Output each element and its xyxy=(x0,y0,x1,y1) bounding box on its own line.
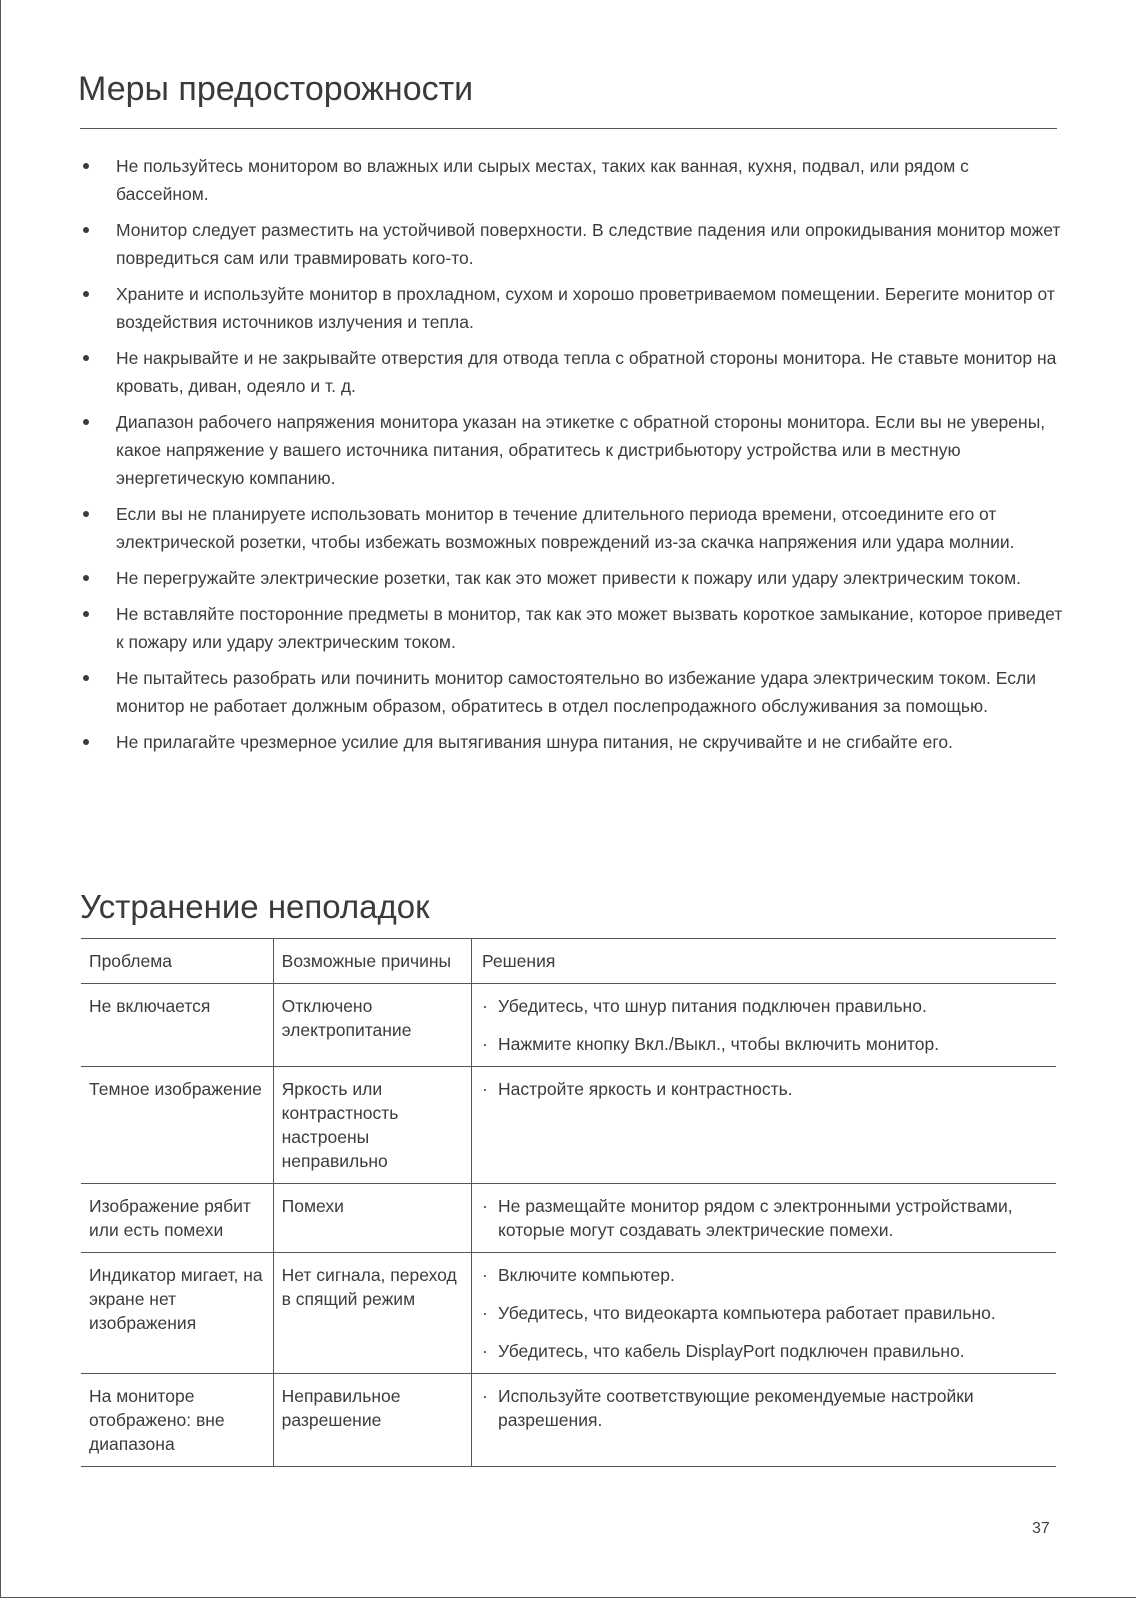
precaution-item xyxy=(80,152,1065,208)
precaution-text: Храните и используйте монитор в прохладном, сухом и хорошо проветриваемом помещении. Берегите монитор от воздействия источников излучения и тепла. xyxy=(116,284,1055,332)
bullet-icon xyxy=(83,163,89,169)
table-row xyxy=(81,1067,1056,1184)
cause-cell: Яркость или контрастность настроены неправильно xyxy=(273,1067,471,1184)
solution-item xyxy=(482,1301,1048,1325)
bullet-icon xyxy=(83,511,89,517)
solution-item xyxy=(482,1339,1048,1363)
precaution-item xyxy=(80,600,1065,656)
problem-cell: На мониторе отображено: вне диапазона xyxy=(81,1374,273,1467)
problem-cell: Изображение рябит или есть помехи xyxy=(81,1184,273,1253)
middot-icon: · xyxy=(482,1265,488,1285)
precaution-text: Не накрывайте и не закрывайте отверстия для отвода тепла с обратной стороны монитора. Не ставьте монитор на кровать, диван, одеяло и т. д. xyxy=(116,348,1057,396)
solutions-cell xyxy=(472,1253,1057,1374)
bullet-icon xyxy=(83,419,89,425)
solution-text: Убедитесь, что видеокарта компьютера работает правильно. xyxy=(498,1303,996,1323)
precaution-item xyxy=(80,728,1065,756)
table-row xyxy=(81,984,1056,1067)
solution-text: Не размещайте монитор рядом с электронными устройствами, которые могут создавать электрические помехи. xyxy=(498,1196,1013,1240)
precaution-text: Если вы не планируете использовать монитор в течение длительного периода времени, отсоедините его от электрической розетки, чтобы избежать возможных повреждений из-за скачка напряжения или удара молнии. xyxy=(116,504,1015,552)
precaution-text: Не вставляйте посторонние предметы в монитор, так как это может вызвать короткое замыкание, которое приведет к пожару или удару электрическим током. xyxy=(116,604,1063,652)
bullet-icon xyxy=(83,739,89,745)
solution-item xyxy=(482,1077,1048,1101)
solution-item xyxy=(482,1263,1048,1287)
solutions-cell xyxy=(472,1374,1057,1467)
problem-cell: Индикатор мигает, на экране нет изображения xyxy=(81,1253,273,1374)
middot-icon: · xyxy=(482,1303,488,1323)
bullet-icon xyxy=(83,575,89,581)
cause-cell: Неправильное разрешение xyxy=(273,1374,471,1467)
middot-icon: · xyxy=(482,1341,488,1361)
precautions-list xyxy=(80,152,1065,764)
table-row xyxy=(81,1374,1056,1467)
title-divider xyxy=(80,128,1057,129)
table-row xyxy=(81,1184,1056,1253)
table-row xyxy=(81,1253,1056,1374)
precaution-item xyxy=(80,500,1065,556)
solution-text: Используйте соответствующие рекомендуемые настройки разрешения. xyxy=(498,1386,974,1430)
solution-item xyxy=(482,994,1048,1018)
header-solutions: Решения xyxy=(472,939,1057,984)
middot-icon: · xyxy=(482,1386,488,1406)
solution-text: Настройте яркость и контрастность. xyxy=(498,1079,793,1099)
solution-text: Нажмите кнопку Вкл./Выкл., чтобы включить монитор. xyxy=(498,1034,940,1054)
page-number: 37 xyxy=(1032,1520,1050,1537)
bullet-icon xyxy=(83,291,89,297)
bullet-icon xyxy=(83,675,89,681)
bullet-icon xyxy=(83,611,89,617)
precaution-text: Не перегружайте электрические розетки, так как это может привести к пожару или удару электрическим током. xyxy=(116,568,1021,588)
solutions-cell xyxy=(472,1184,1057,1253)
solution-text: Убедитесь, что кабель DisplayPort подключен правильно. xyxy=(498,1341,965,1361)
precaution-item xyxy=(80,408,1065,492)
solution-text: Включите компьютер. xyxy=(498,1265,675,1285)
problem-cell: Темное изображение xyxy=(81,1067,273,1184)
precaution-item xyxy=(80,344,1065,400)
solution-item xyxy=(482,1032,1048,1056)
solutions-cell xyxy=(472,1067,1057,1184)
cause-cell: Нет сигнала, переход в спящий режим xyxy=(273,1253,471,1374)
header-problem: Проблема xyxy=(81,939,273,984)
middot-icon: · xyxy=(482,1079,488,1099)
precaution-item xyxy=(80,564,1065,592)
troubleshooting-table xyxy=(81,938,1056,1467)
precaution-text: Не пользуйтесь монитором во влажных или сырых местах, таких как ванная, кухня, подвал, или рядом с бассейном. xyxy=(116,156,969,204)
solution-text: Убедитесь, что шнур питания подключен правильно. xyxy=(498,996,927,1016)
cause-cell: Помехи xyxy=(273,1184,471,1253)
precaution-item xyxy=(80,216,1065,272)
header-causes: Возможные причины xyxy=(273,939,471,984)
precaution-text: Диапазон рабочего напряжения монитора указан на этикетке с обратной стороны монитора. Если вы не уверены, какое напряжение у вашего источника питания, обратитесь к дистрибьютору устройства или в местную энергетическую компанию. xyxy=(116,412,1046,488)
precaution-text: Монитор следует разместить на устойчивой поверхности. В следствие падения или опрокидывания монитор может повредиться сам или травмировать кого-то. xyxy=(116,220,1061,268)
problem-cell: Не включается xyxy=(81,984,273,1067)
precautions-title: Меры предосторожности xyxy=(78,70,474,108)
table-header-row xyxy=(81,939,1056,984)
precaution-text: Не пытайтесь разобрать или починить монитор самостоятельно во избежание удара электрическим током. Если монитор не работает должным образом, обратитесь в отдел послепродажного обслуживания за помощью. xyxy=(116,668,1036,716)
cause-cell: Отключено электропитание xyxy=(273,984,471,1067)
middot-icon: · xyxy=(482,1034,488,1054)
middot-icon: · xyxy=(482,996,488,1016)
precaution-item xyxy=(80,664,1065,720)
precaution-item xyxy=(80,280,1065,336)
solutions-cell xyxy=(472,984,1057,1067)
precaution-text: Не прилагайте чрезмерное усилие для вытягивания шнура питания, не скручивайте и не сгибайте его. xyxy=(116,732,953,752)
troubleshooting-title: Устранение неполадок xyxy=(80,888,430,925)
solution-item xyxy=(482,1384,1048,1432)
solution-item xyxy=(482,1194,1018,1242)
bullet-icon xyxy=(83,227,89,233)
middot-icon: · xyxy=(482,1196,488,1216)
bullet-icon xyxy=(83,355,89,361)
